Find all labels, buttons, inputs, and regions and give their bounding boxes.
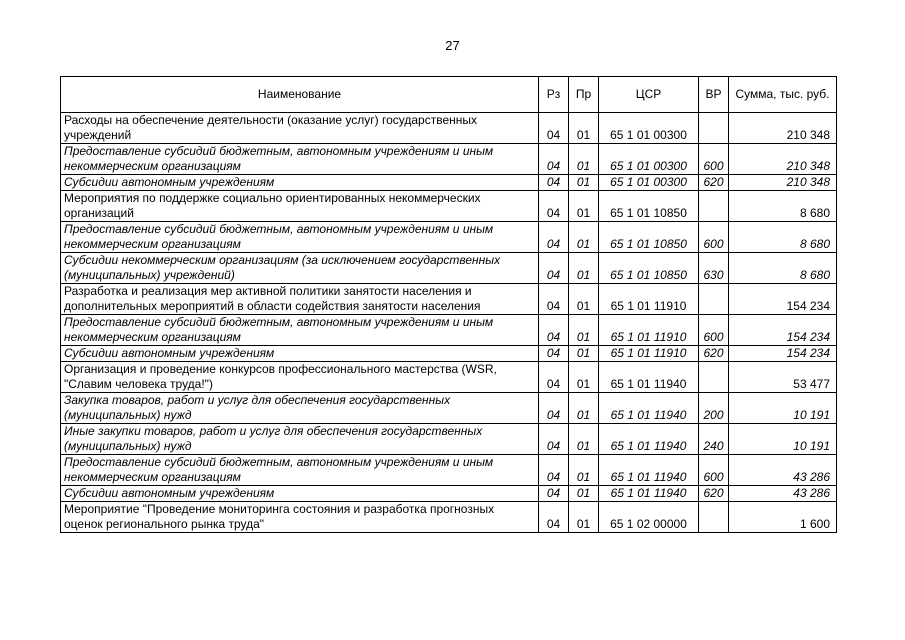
cell-rz: 04: [539, 502, 569, 533]
cell-name: Предоставление субсидий бюджетным, автономным учреждениям и иным некоммерческим организациям: [61, 315, 539, 346]
cell-rz: 04: [539, 393, 569, 424]
cell-pr: 01: [569, 191, 599, 222]
budget-table: [60, 76, 837, 533]
cell-name: Мероприятия по поддержке социально ориентированных некоммерческих организаций: [61, 191, 539, 222]
cell-vr: 620: [699, 486, 729, 502]
cell-csr: 65 1 01 11940: [599, 455, 699, 486]
cell-rz: 04: [539, 424, 569, 455]
cell-sum: 43 286: [729, 455, 837, 486]
table-row: [61, 175, 837, 191]
cell-csr: 65 1 01 10850: [599, 253, 699, 284]
cell-rz: 04: [539, 486, 569, 502]
table-row: [61, 191, 837, 222]
cell-rz: 04: [539, 175, 569, 191]
cell-vr: 620: [699, 175, 729, 191]
table-row: [61, 424, 837, 455]
cell-csr: 65 1 01 11940: [599, 393, 699, 424]
cell-sum: 10 191: [729, 393, 837, 424]
table-row: [61, 393, 837, 424]
cell-csr: 65 1 01 11940: [599, 424, 699, 455]
header-rz: Рз: [539, 77, 569, 113]
table-row: [61, 346, 837, 362]
cell-name: Субсидии некоммерческим организациям (за исключением государственных (муниципальных) учреждений): [61, 253, 539, 284]
cell-pr: 01: [569, 346, 599, 362]
cell-sum: 154 234: [729, 315, 837, 346]
cell-rz: 04: [539, 113, 569, 144]
cell-vr: 630: [699, 253, 729, 284]
cell-rz: 04: [539, 315, 569, 346]
cell-name: Разработка и реализация мер активной политики занятости населения и дополнительных мероприятий в области содействия занятости населения: [61, 284, 539, 315]
cell-sum: 210 348: [729, 175, 837, 191]
cell-sum: 8 680: [729, 222, 837, 253]
cell-vr: [699, 191, 729, 222]
cell-pr: 01: [569, 315, 599, 346]
cell-rz: 04: [539, 144, 569, 175]
table-header-row: [61, 77, 837, 113]
cell-rz: 04: [539, 222, 569, 253]
cell-sum: 210 348: [729, 144, 837, 175]
cell-sum: 1 600: [729, 502, 837, 533]
cell-csr: 65 1 01 11940: [599, 362, 699, 393]
cell-csr: 65 1 01 11910: [599, 315, 699, 346]
cell-name: Иные закупки товаров, работ и услуг для обеспечения государственных (муниципальных) нужд: [61, 424, 539, 455]
header-vr: ВР: [699, 77, 729, 113]
cell-vr: 620: [699, 346, 729, 362]
table-body: [61, 113, 837, 533]
cell-csr: 65 1 01 11940: [599, 486, 699, 502]
cell-pr: 01: [569, 502, 599, 533]
cell-rz: 04: [539, 191, 569, 222]
cell-sum: 154 234: [729, 284, 837, 315]
cell-csr: 65 1 01 00300: [599, 175, 699, 191]
cell-vr: 600: [699, 144, 729, 175]
cell-name: Закупка товаров, работ и услуг для обеспечения государственных (муниципальных) нужд: [61, 393, 539, 424]
cell-pr: 01: [569, 284, 599, 315]
cell-csr: 65 1 01 11910: [599, 284, 699, 315]
cell-pr: 01: [569, 222, 599, 253]
cell-csr: 65 1 01 11910: [599, 346, 699, 362]
cell-rz: 04: [539, 284, 569, 315]
cell-rz: 04: [539, 362, 569, 393]
cell-sum: 53 477: [729, 362, 837, 393]
table-row: [61, 502, 837, 533]
cell-csr: 65 1 02 00000: [599, 502, 699, 533]
cell-csr: 65 1 01 10850: [599, 222, 699, 253]
cell-name: Предоставление субсидий бюджетным, автономным учреждениям и иным некоммерческим организациям: [61, 222, 539, 253]
table-row: [61, 362, 837, 393]
cell-pr: 01: [569, 455, 599, 486]
cell-vr: 600: [699, 315, 729, 346]
cell-rz: 04: [539, 346, 569, 362]
cell-name: Мероприятие "Проведение мониторинга состояния и разработка прогнозных оценок регионального рынка труда": [61, 502, 539, 533]
cell-name: Организация и проведение конкурсов профессионального мастерства (WSR, "Славим человека труда!"): [61, 362, 539, 393]
cell-pr: 01: [569, 113, 599, 144]
cell-vr: [699, 502, 729, 533]
cell-pr: 01: [569, 486, 599, 502]
table-row: [61, 144, 837, 175]
cell-name: Предоставление субсидий бюджетным, автономным учреждениям и иным некоммерческим организациям: [61, 455, 539, 486]
cell-vr: [699, 113, 729, 144]
table-row: [61, 113, 837, 144]
table-row: [61, 486, 837, 502]
cell-rz: 04: [539, 253, 569, 284]
cell-sum: 210 348: [729, 113, 837, 144]
table-row: [61, 315, 837, 346]
cell-sum: 154 234: [729, 346, 837, 362]
table-row: [61, 253, 837, 284]
cell-pr: 01: [569, 144, 599, 175]
cell-pr: 01: [569, 424, 599, 455]
cell-vr: 600: [699, 455, 729, 486]
page-number: 27: [445, 38, 460, 53]
cell-vr: [699, 284, 729, 315]
cell-pr: 01: [569, 362, 599, 393]
cell-name: Субсидии автономным учреждениям: [61, 175, 539, 191]
header-pr: Пр: [569, 77, 599, 113]
cell-vr: 200: [699, 393, 729, 424]
cell-sum: 10 191: [729, 424, 837, 455]
table-row: [61, 284, 837, 315]
cell-name: Субсидии автономным учреждениям: [61, 486, 539, 502]
cell-csr: 65 1 01 00300: [599, 113, 699, 144]
cell-vr: 600: [699, 222, 729, 253]
cell-csr: 65 1 01 00300: [599, 144, 699, 175]
cell-vr: 240: [699, 424, 729, 455]
cell-name: Расходы на обеспечение деятельности (оказание услуг) государственных учреждений: [61, 113, 539, 144]
table-row: [61, 455, 837, 486]
header-sum: Сумма, тыс. руб.: [729, 77, 837, 113]
header-name: Наименование: [61, 77, 539, 113]
cell-csr: 65 1 01 10850: [599, 191, 699, 222]
header-csr: ЦСР: [599, 77, 699, 113]
cell-name: Предоставление субсидий бюджетным, автономным учреждениям и иным некоммерческим организациям: [61, 144, 539, 175]
cell-rz: 04: [539, 455, 569, 486]
cell-sum: 8 680: [729, 191, 837, 222]
cell-sum: 43 286: [729, 486, 837, 502]
cell-pr: 01: [569, 175, 599, 191]
cell-vr: [699, 362, 729, 393]
cell-pr: 01: [569, 393, 599, 424]
cell-pr: 01: [569, 253, 599, 284]
table-row: [61, 222, 837, 253]
cell-sum: 8 680: [729, 253, 837, 284]
cell-name: Субсидии автономным учреждениям: [61, 346, 539, 362]
